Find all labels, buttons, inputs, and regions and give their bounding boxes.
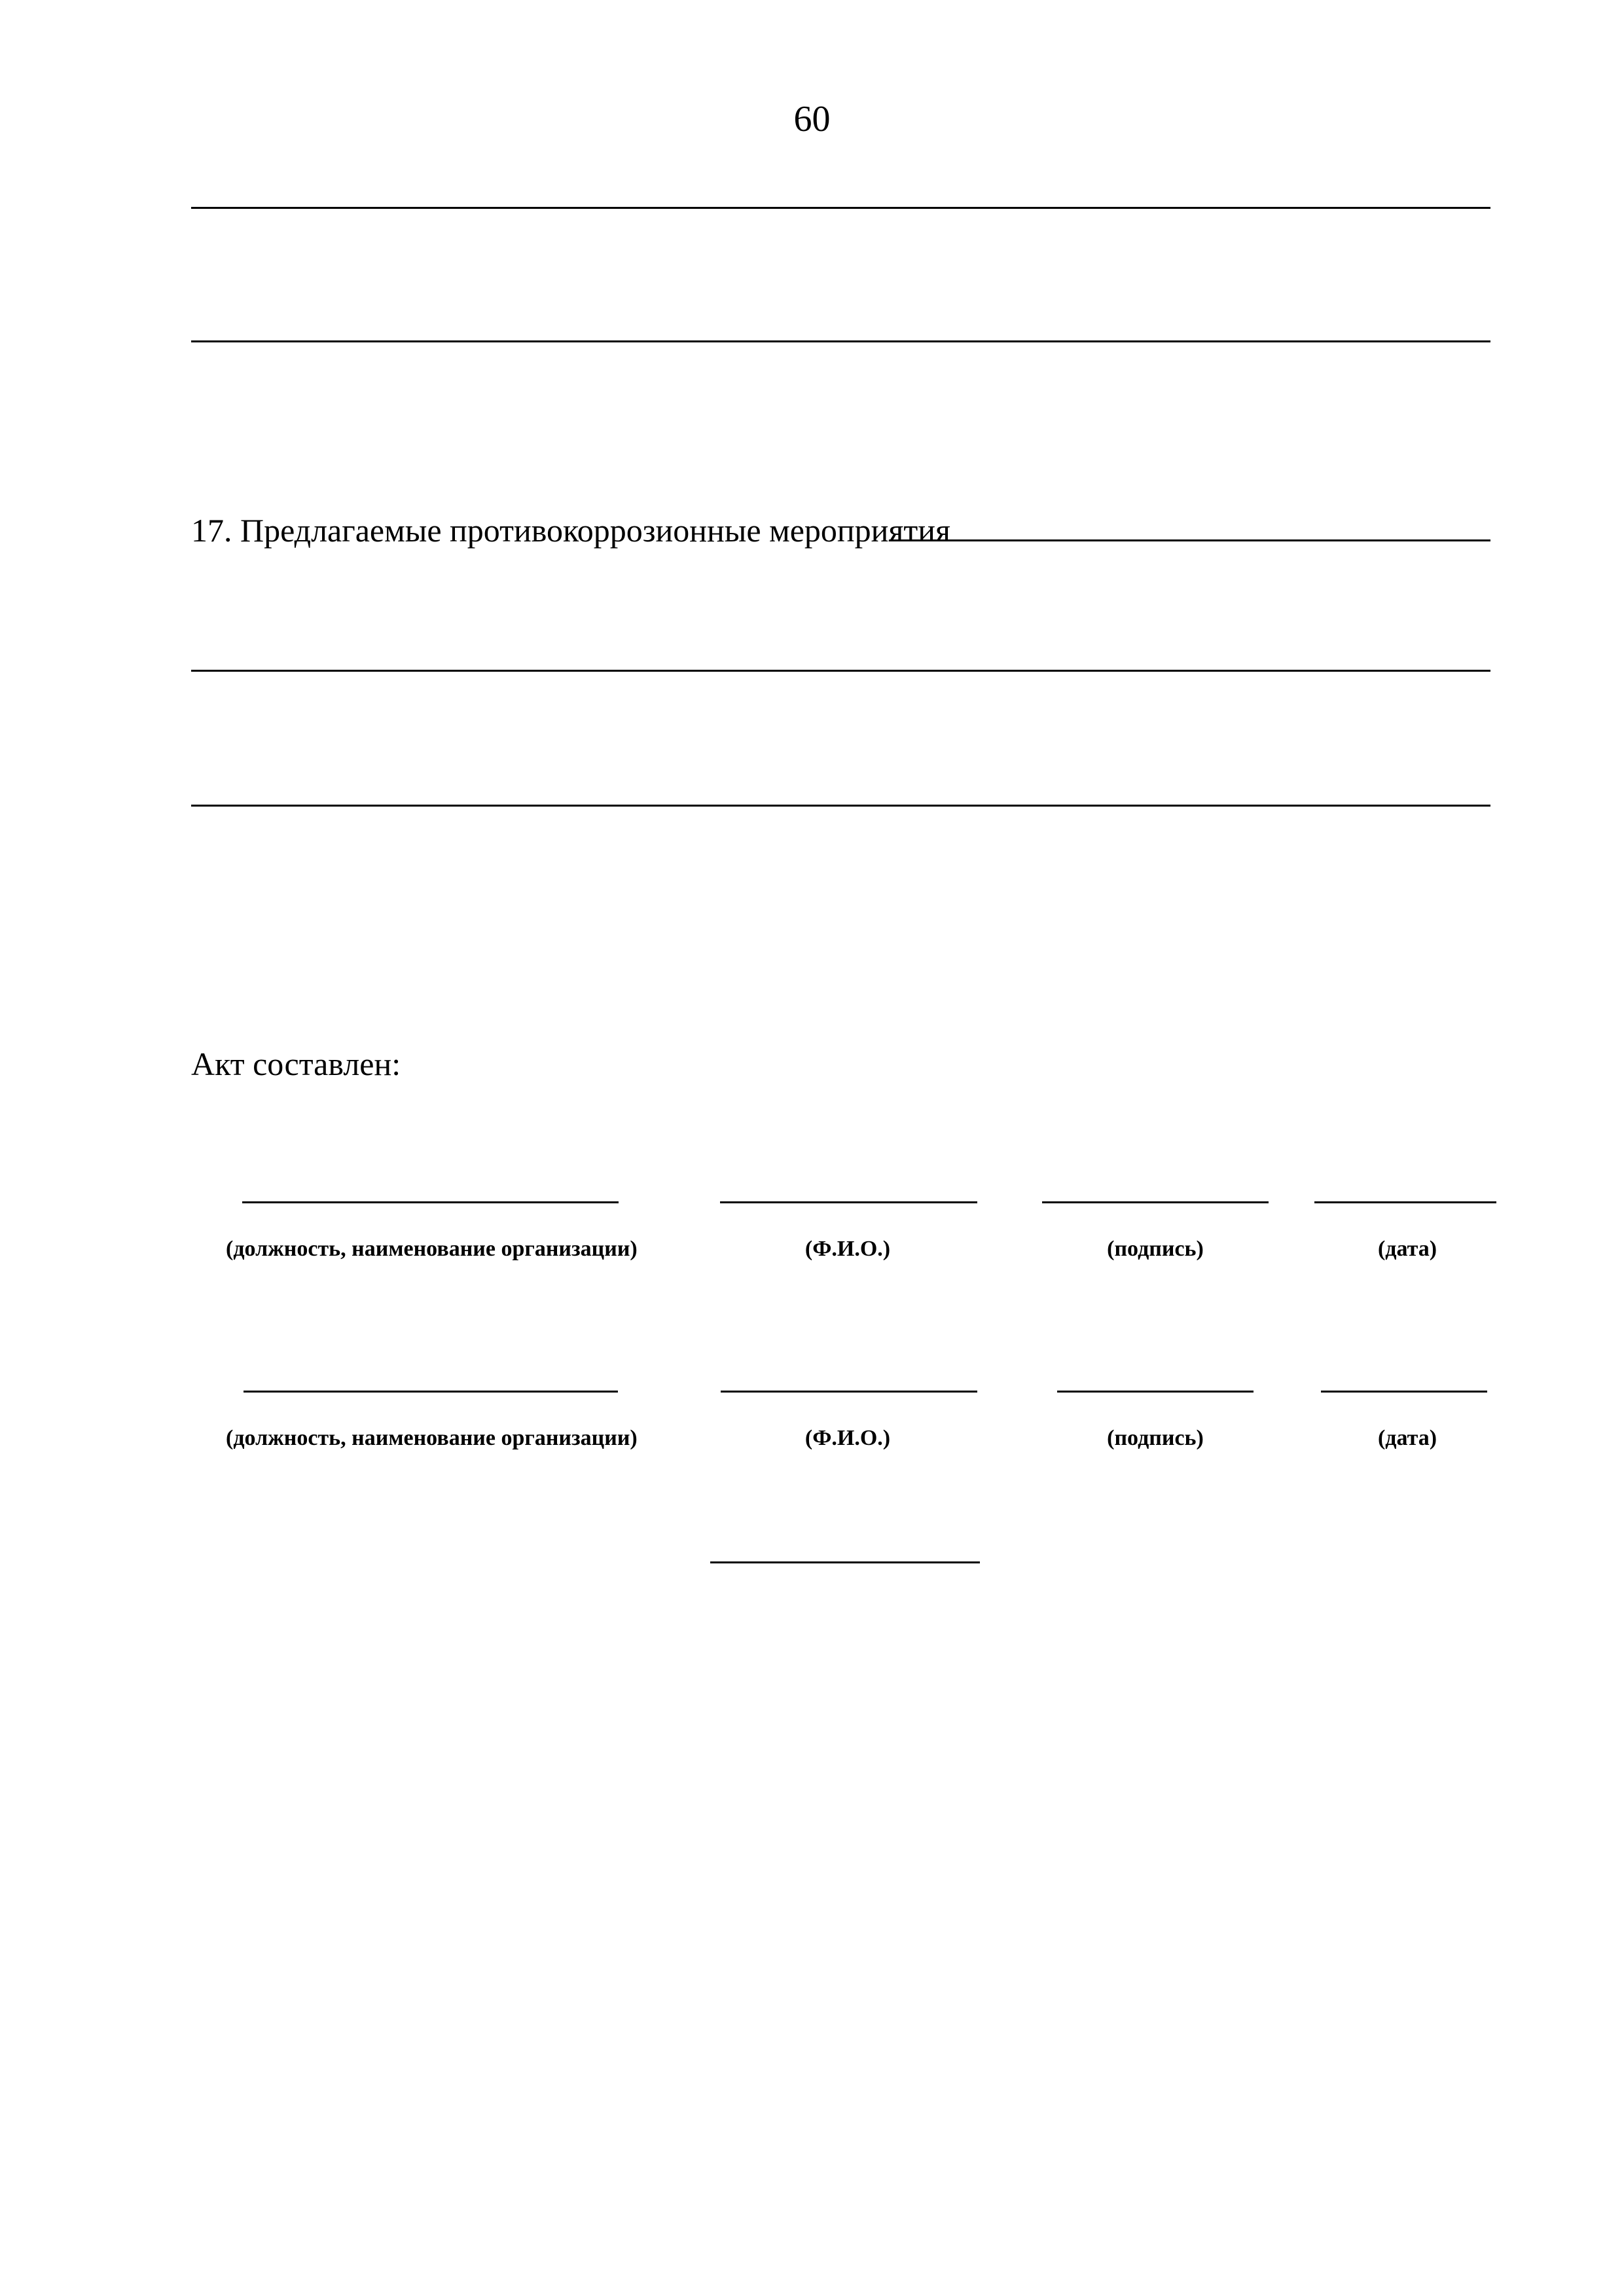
signature-line <box>1042 1201 1269 1203</box>
blank-line <box>191 670 1490 672</box>
blank-line <box>191 805 1490 807</box>
signature-caption: (подпись) <box>1107 1426 1204 1450</box>
signature-line <box>1057 1391 1254 1393</box>
date-line <box>1321 1391 1487 1393</box>
page-number: 60 <box>793 99 831 139</box>
end-separator-line <box>710 1561 980 1563</box>
blank-line <box>191 340 1490 342</box>
position-caption: (должность, наименование организации) <box>226 1237 638 1261</box>
position-line <box>242 1201 619 1203</box>
name-caption: (Ф.И.О.) <box>804 1426 891 1450</box>
signature-caption: (подпись) <box>1107 1237 1204 1261</box>
name-caption: (Ф.И.О.) <box>804 1237 891 1261</box>
blank-line <box>191 207 1490 209</box>
date-line <box>1314 1201 1496 1203</box>
item-17-label: 17. Предлагаемые противокоррозионные мероприятия <box>191 512 951 549</box>
date-caption: (дата) <box>1377 1426 1437 1450</box>
position-caption: (должность, наименование организации) <box>226 1426 638 1450</box>
item-17-answer-line <box>889 539 1490 541</box>
name-line <box>720 1201 977 1203</box>
position-line <box>244 1391 618 1393</box>
name-line <box>721 1391 977 1393</box>
date-caption: (дата) <box>1377 1237 1437 1261</box>
act-title: Акт составлен: <box>191 1046 401 1082</box>
